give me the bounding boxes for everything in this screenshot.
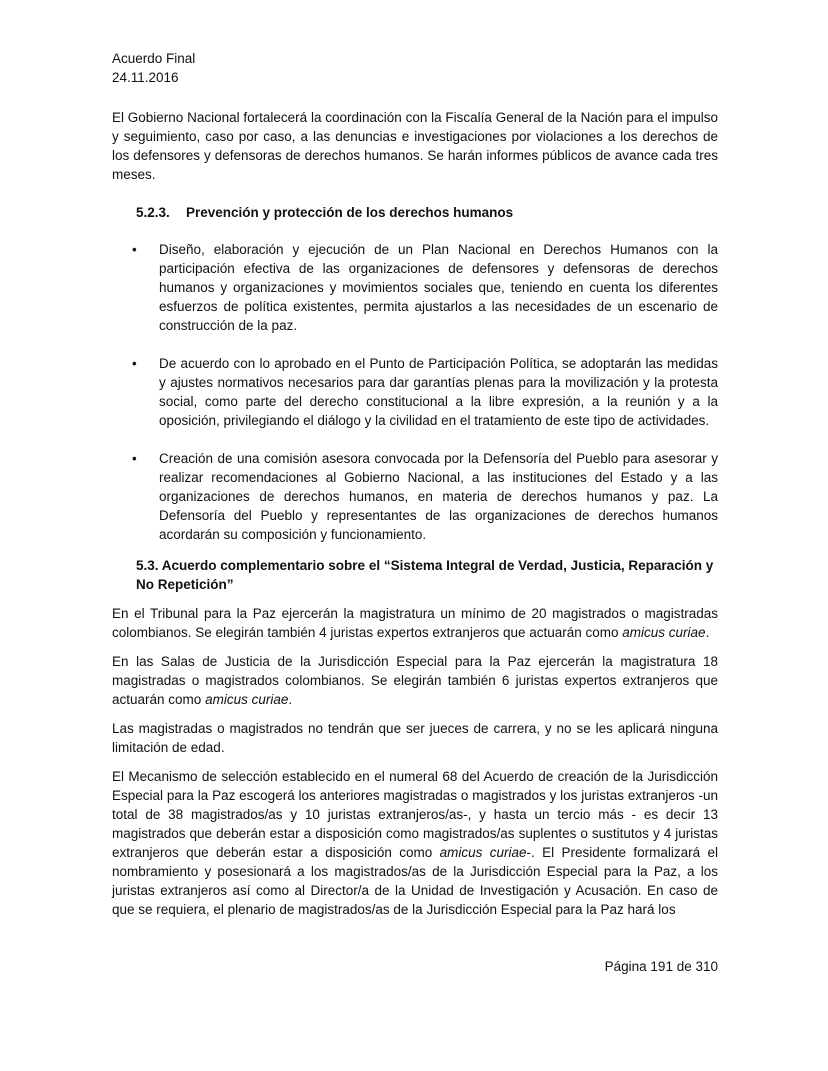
- list-item-text: De acuerdo con lo aprobado en el Punto de Participación Política, se adoptarán las medidas y ajustes normativos necesarios para dar garantías plenas para la movilización y la protesta social, como parte del derecho constitucional a la libre expresión, a la reunión y a la oposición, privilegiando el diálogo y la civilidad en el tratamiento de este tipo de actividades.: [159, 356, 718, 428]
- paragraph-text: .: [288, 692, 293, 707]
- latin-term: amicus curiae: [622, 625, 706, 640]
- paragraph-magistrados: Las magistradas o magistrados no tendrán que ser jueces de carrera, y no se les aplicará ninguna limitación de edad.: [112, 721, 718, 755]
- paragraph-text: En las Salas de Justicia de la Jurisdicción Especial para la Paz ejercerán la magistratura 18 magistradas o magistrados colombianos. Se elegirán también 6 juristas expertos extranjeros que actuarán como: [112, 654, 718, 707]
- paragraph-text: .: [705, 625, 710, 640]
- list-item: [112, 354, 718, 430]
- header-date: 24.11.2016: [112, 70, 179, 85]
- list-item-text: Diseño, elaboración y ejecución de un Plan Nacional en Derechos Humanos con la participación efectiva de las organizaciones de defensores y defensoras de derechos humanos y organizaciones y movimientos sociales que, teniendo en cuenta los diferentes esfuerzos de política existentes, permita ajustarlos a las necesidades de un escenario de construcción de la paz.: [159, 242, 718, 333]
- intro-paragraph: El Gobierno Nacional fortalecerá la coordinación con la Fiscalía General de la Nación para el impulso y seguimiento, caso por caso, a las denuncias e investigaciones por violaciones a los derechos de los defensores y defensoras de derechos humanos. Se harán informes públicos de avance cada tres meses.: [112, 110, 718, 182]
- list-item-text: Creación de una comisión asesora convocada por la Defensoría del Pueblo para asesorar y realizar recomendaciones al Gobierno Nacional, a las instituciones del Estado y a las organizaciones de derechos humanos, en materia de derechos humanos y paz. La Defensoría del Pueblo y representantes de las organizaciones de derechos humanos acordarán su composición y funcionamiento.: [159, 451, 718, 542]
- bullet-icon: •: [132, 242, 137, 257]
- header-title: Acuerdo Final: [112, 51, 196, 66]
- latin-term: amicus curiae: [205, 692, 289, 707]
- bullet-icon: •: [132, 356, 137, 371]
- list-item: [112, 449, 718, 544]
- section-number: 5.2.3.: [136, 205, 170, 220]
- section-title: Prevención y protección de los derechos humanos: [186, 205, 514, 220]
- document-header: [112, 49, 195, 87]
- bullet-list: [112, 240, 718, 544]
- latin-term: amicus curiae: [439, 845, 527, 860]
- page-number: Página 191 de 310: [604, 959, 718, 974]
- document-body: [112, 108, 718, 929]
- paragraph-salas: [112, 652, 718, 709]
- paragraph-text: -. El Presidente formalizará el nombramiento y posesionará a los magistrados/as de la Jurisdicción Especial para la Paz, a los juristas extranjeros así como al Director/a de la Unidad de Investigación y Acusación. En caso de que se requiera, el plenario de magistrados/as de la Jurisdicción Especial para la Paz hará los: [112, 845, 719, 917]
- paragraph-mecanismo: [112, 767, 718, 919]
- paragraph-text: En el Tribunal para la Paz ejercerán la magistratura un mínimo de 20 magistrados o magistradas colombianos. Se elegirán también 4 juristas expertos extranjeros que actuarán como: [112, 606, 718, 640]
- section-heading-5-3: 5.3. Acuerdo complementario sobre el “Sistema Integral de Verdad, Justicia, Reparación y No Repetición”: [136, 558, 714, 592]
- paragraph-text: El Mecanismo de selección establecido en el numeral 68 del Acuerdo de creación de la Jurisdicción Especial para la Paz escogerá los anteriores magistradas o magistrados y los juristas extranjeros -un total de 38 magistrados/as y 10 juristas extranjeros/as-, y hasta un tercio más - es decir 13 magistrados que deberán estar a disposición como magistrados/as suplentes o sustitutos y 4 juristas extranjeros que deberán estar a disposición como: [112, 769, 718, 860]
- paragraph-tribunal: [112, 604, 718, 642]
- bullet-icon: •: [132, 451, 137, 466]
- list-item: [112, 240, 718, 335]
- section-heading-5-2-3: [136, 203, 718, 222]
